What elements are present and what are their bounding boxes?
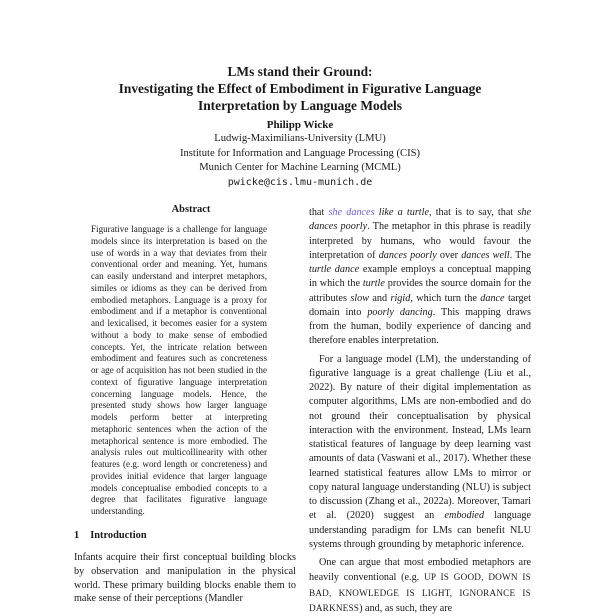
paragraph-language-models — [309, 353, 531, 553]
italic-rigid: rigid — [390, 292, 411, 304]
text-run: . The metaphor in this phrase is readily interpreted by humans, who would favour the interpretation of — [309, 221, 531, 261]
section-heading-introduction — [74, 530, 147, 541]
title-line-3: Interpretation by Language Models — [198, 98, 402, 113]
italic-slow: slow — [350, 292, 369, 304]
title-line-2: Investigating the Effect of Embodiment in Figurative Language — [118, 81, 482, 96]
italic-turtle: turtle — [362, 278, 385, 290]
text-run: example employs a conceptual mapping in which the — [309, 264, 531, 290]
author-email: pwicke@cis.lmu-munich.de — [227, 177, 373, 189]
text-run: , which turn the — [410, 292, 481, 304]
text-run: target domain into — [309, 292, 531, 318]
highlight-dances: dances — [346, 207, 375, 218]
affiliation-1: Ludwig-Maximilians-University (LMU) — [214, 133, 386, 144]
paragraph-turtle-example — [309, 206, 531, 349]
italic-poorly-dancing: poorly dancing — [367, 306, 433, 318]
text-run: One can argue that most embodied metaphors are heavily conventional (e.g. — [309, 557, 531, 584]
italic-dance: dance — [480, 292, 505, 304]
text-run: that — [309, 207, 329, 218]
text-run: , that is to say, that — [428, 207, 518, 218]
author-affiliations — [0, 132, 600, 191]
italic-embodied: embodied — [444, 510, 485, 522]
paragraph-conventional-metaphors — [309, 556, 531, 616]
paper-title — [0, 63, 600, 114]
title-line-1: LMs stand their Ground: — [227, 64, 373, 79]
section-number: 1 — [74, 530, 80, 541]
highlight-she: she — [328, 207, 343, 218]
affiliation-3: Munich Center for Machine Learning (MCML) — [199, 162, 401, 174]
author-name: Philipp Wicke — [266, 119, 334, 131]
right-column — [309, 206, 531, 616]
text-run: . This mapping draws from the human, bodily experience of dancing and therefore enables interpretation. — [309, 306, 531, 347]
introduction-text: Infants acquire their first conceptual building blocks by observation and manipulation in the physical world. These primary building blocks enable them to make sense of their perceptions (Mandler — [74, 552, 296, 605]
abstract-heading: Abstract — [171, 204, 211, 215]
italic-turtle-dance: turtle dance — [309, 264, 360, 275]
section-title: Introduction — [90, 530, 147, 541]
italic-she-dances-poorly: she dances poorly — [309, 207, 531, 233]
small-caps-metaphors: UP IS GOOD, DOWN IS BAD, KNOWLEDGE IS LIGHT, IGNORANCE IS DARKNESS — [309, 572, 531, 613]
abstract-text: Figurative language is a challenge for language models since its interpretation is based on the use of words in a way that deviates from their conventional order and meaning. Yet, humans can easily understand and interpret metaphors, similes or idioms as they can be derived from embodied metaphors. Language is a proxy for embodiment and if a metaphor is conventional and lexicalised, it becomes easier for a system without a body to make sense of embodied concepts. Yet, the intricate relation between embodiment and features such as concreteness or age of acquisition has not been studied in the context of figurative language interpretation concerning language models. Hence, the presented study shows how larger language models perform better at interpreting metaphoric sentences when the action of the metaphorical sentence is more embodied. The analysis rules out multicollinearity with other features (e.g. word length or concreteness) and provides initial evidence that larger language models conceptualise embodied concepts to a degree that facilitates figurative language understanding. — [91, 224, 267, 516]
text-run: over — [436, 249, 462, 261]
italic-like-a-turtle: like a turtle — [378, 207, 429, 218]
affiliation-2: Institute for Information and Language Processing (CIS) — [179, 147, 421, 159]
italic-dances-poorly: dances poorly — [378, 249, 437, 261]
text-run: ) and, as such, they are — [359, 602, 453, 614]
text-run: and — [369, 292, 391, 304]
text-run: . The — [509, 249, 532, 261]
italic-dances-well: dances well — [461, 249, 510, 261]
text-run: language understanding paradigm for LMs can benefit NLU systems through grounding by metaphoric inference. — [309, 510, 531, 550]
text-run: For a language model (LM), the understanding of figurative language is a great challenge (Liu et al., 2022). By nature of their digital implementation as computer algorithms, LMs are non-embodied and do not ground their conceptualisation by physical interaction with the environment. Instead, LMs learn statistical features of language by deep learning vast amounts of data (Vaswani et al., 2017). Whether these learned statistical features allow LMs to mirror or copy natural language understanding (NLU) is subject to discussion (Zhang et al., 2022a). Moreover, Tamari et al. (2020) suggest an — [309, 353, 531, 522]
text-run: provides the source domain for the attributes — [309, 278, 531, 304]
